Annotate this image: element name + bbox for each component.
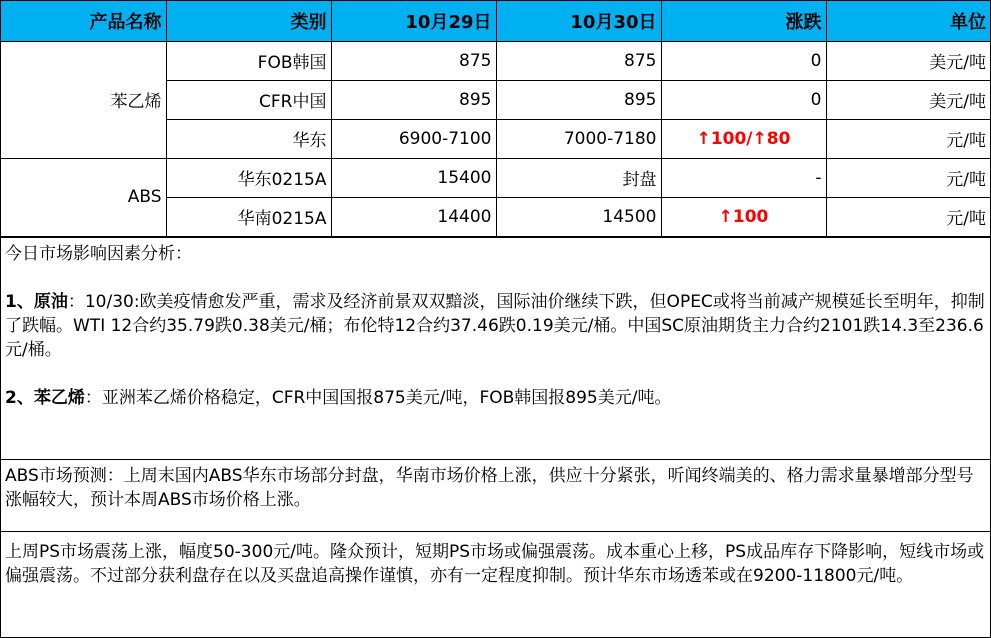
header-category: 类别 xyxy=(166,1,331,41)
unit-cell: 美元/吨 xyxy=(826,41,990,80)
price-oct29: 875 xyxy=(331,41,496,80)
price-oct29: 895 xyxy=(331,80,496,119)
header-date-30: 10月30日 xyxy=(496,1,661,41)
change-up-cell: ↑100 xyxy=(661,197,826,236)
abs-forecast-text: ABS市场预测：上周末国内ABS华东市场部分封盘，华南市场价格上涨，供应十分紧张，听闻终端美的、格力需求量暴增部分型号涨幅较大，预计本周ABS市场价格上涨。 xyxy=(5,465,974,510)
change-up-cell: ↑100/↑80 xyxy=(661,119,826,158)
abs-forecast-section xyxy=(1,459,990,531)
category-cell: 华东0215A xyxy=(166,158,331,197)
table-header-row xyxy=(1,1,990,41)
header-unit: 单位 xyxy=(826,1,990,41)
change-cell: 0 xyxy=(661,80,826,119)
analysis-section xyxy=(1,237,990,459)
price-oct30: 14500 xyxy=(496,197,661,236)
styrene-paragraph xyxy=(5,386,986,410)
change-cell: 0 xyxy=(661,41,826,80)
unit-cell: 元/吨 xyxy=(826,119,990,158)
price-oct30: 封盘 xyxy=(496,158,661,197)
crude-oil-label: 1、原油 xyxy=(5,291,68,312)
product-name-abs: ABS xyxy=(1,158,166,236)
analysis-heading: 今日市场影响因素分析： xyxy=(5,243,192,264)
header-change: 涨跌 xyxy=(661,1,826,41)
price-oct29: 15400 xyxy=(331,158,496,197)
table-row xyxy=(1,41,990,80)
category-cell: 华南0215A xyxy=(166,197,331,236)
product-name-styrene: 苯乙烯 xyxy=(1,41,166,158)
ps-forecast-section xyxy=(1,531,990,633)
styrene-text: ：亚洲苯乙烯价格稳定，CFR中国国报875美元/吨，FOB韩国报895美元/吨。 xyxy=(84,387,672,408)
crude-oil-paragraph xyxy=(5,290,986,362)
price-oct30: 895 xyxy=(496,80,661,119)
category-cell: 华东 xyxy=(166,119,331,158)
change-cell: - xyxy=(661,158,826,197)
crude-oil-text: ：10/30:欧美疫情愈发严重，需求及经济前景双双黯淡，国际油价继续下跌，但OPEC或将当前减产规模延长至明年，抑制了跌幅。WTI 12合约35.79跌0.38美元/桶；布伦特12合约37.46跌0.19美元/桶。中国SC原油期货主力合约2101跌14.3至236.6元/桶。 xyxy=(5,291,985,360)
price-oct30: 875 xyxy=(496,41,661,80)
styrene-label: 2、苯乙烯 xyxy=(5,387,85,408)
category-cell: FOB韩国 xyxy=(166,41,331,80)
category-cell: CFR中国 xyxy=(166,80,331,119)
price-oct29: 14400 xyxy=(331,197,496,236)
price-table xyxy=(1,1,990,237)
unit-cell: 美元/吨 xyxy=(826,80,990,119)
header-date-29: 10月29日 xyxy=(331,1,496,41)
unit-cell: 元/吨 xyxy=(826,197,990,236)
table-row xyxy=(1,158,990,197)
unit-cell: 元/吨 xyxy=(826,158,990,197)
price-oct29: 6900-7100 xyxy=(331,119,496,158)
ps-forecast-text: 上周PS市场震荡上涨，幅度50-300元/吨。隆众预计，短期PS市场或偏强震荡。成本重心上移，PS成品库存下降影响，短线市场或偏强震荡。不过部分获利盘存在以及买盘追高操作谨慎，亦有一定程度抑制。预计华东市场透苯或在9200-11800元/吨。 xyxy=(5,541,985,586)
header-product: 产品名称 xyxy=(1,1,166,41)
price-oct30: 7000-7180 xyxy=(496,119,661,158)
